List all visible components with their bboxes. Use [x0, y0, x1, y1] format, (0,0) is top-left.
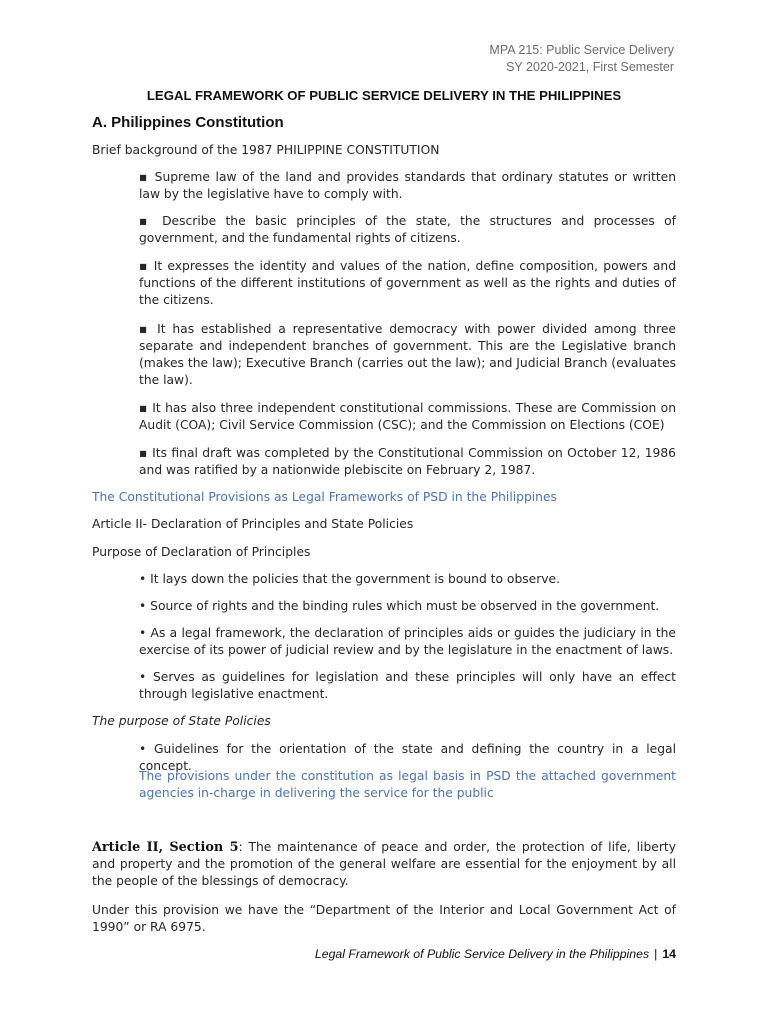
provisions-note: The provisions under the constitution as legal basis in PSD the attached government agencies in-charge in delivering the service for the public: [139, 769, 676, 800]
principle-bullet-4: • Serves as guidelines for legislation and these principles will only have an effect through legislative enactment.: [139, 670, 676, 701]
running-header: [489, 42, 674, 76]
state-policies-heading: The purpose of State Policies: [92, 714, 271, 728]
constitution-bullet-2: ▪ Describe the basic principles of the state, the structures and processes of government, and the fundamental rights of citizens.: [139, 214, 676, 245]
constitution-bullet-3: ▪ It expresses the identity and values of the nation, define composition, powers and functions of the different institutions of government as well as the rights and duties of the citizens.: [139, 259, 676, 307]
section5-label: Article II, Section 5: [92, 840, 239, 855]
section5-paragraph: [92, 839, 676, 890]
article-ii-line: Article II- Declaration of Principles and State Policies: [92, 517, 414, 531]
section-a-heading: A. Philippines Constitution: [92, 114, 284, 131]
header-course: MPA 215: Public Service Delivery: [489, 43, 674, 57]
footer-title: Legal Framework of Public Service Delivery in the Philippines: [314, 947, 650, 961]
page-number: 14: [662, 947, 676, 961]
footer-separator: |: [654, 947, 658, 961]
principle-bullet-2: • Source of rights and the binding rules which must be observed in the government.: [139, 599, 660, 613]
provisions-heading: The Constitutional Provisions as Legal Frameworks of PSD in the Philippines: [92, 490, 557, 504]
brief-background-line: Brief background of the 1987 PHILIPPINE CONSTITUTION: [92, 143, 440, 157]
principle-bullet-1: • It lays down the policies that the government is bound to observe.: [139, 572, 561, 586]
purpose-declaration-line: Purpose of Declaration of Principles: [92, 545, 311, 559]
document-title: LEGAL FRAMEWORK OF PUBLIC SERVICE DELIVERY IN THE PHILIPPINES: [146, 88, 622, 103]
constitution-bullet-5: ▪ It has also three independent constitutional commissions. These are Commission on Audit (COA); Civil Service Commission (CSC); and the Commission on Elections (COE): [139, 401, 676, 432]
state-policy-bullet: • Guidelines for the orientation of the state and defining the country in a legal concept.: [139, 742, 676, 773]
provision-paragraph: Under this provision we have the “Department of the Interior and Local Government Act of 1990” or RA 6975.: [92, 903, 676, 934]
constitution-bullet-6: ▪ Its final draft was completed by the Constitutional Commission on October 12, 1986 and was ratified by a nationwide plebiscite on February 2, 1987.: [139, 446, 676, 477]
principle-bullet-3: • As a legal framework, the declaration of principles aids or guides the judiciary in the exercise of its power of judicial review and by the legislature in the enactment of laws.: [139, 626, 676, 657]
constitution-bullet-4: ▪ It has established a representative democracy with power divided among three separate and independent branches of government. This are the Legislative branch (makes the law); Executive Branch (carries out the law); and Judicial Branch (evaluates the law).: [139, 322, 676, 387]
constitution-bullet-1: ▪ Supreme law of the land and provides standards that ordinary statutes or written law by the legislative have to comply with.: [139, 170, 676, 201]
header-term: SY 2020-2021, First Semester: [506, 60, 674, 74]
section5-text: : The maintenance of peace and order, the protection of life, liberty and property and the promotion of the general welfare are essential for the enjoyment by all the people of the blessings of democracy.: [92, 840, 676, 888]
page-footer: [315, 947, 676, 961]
